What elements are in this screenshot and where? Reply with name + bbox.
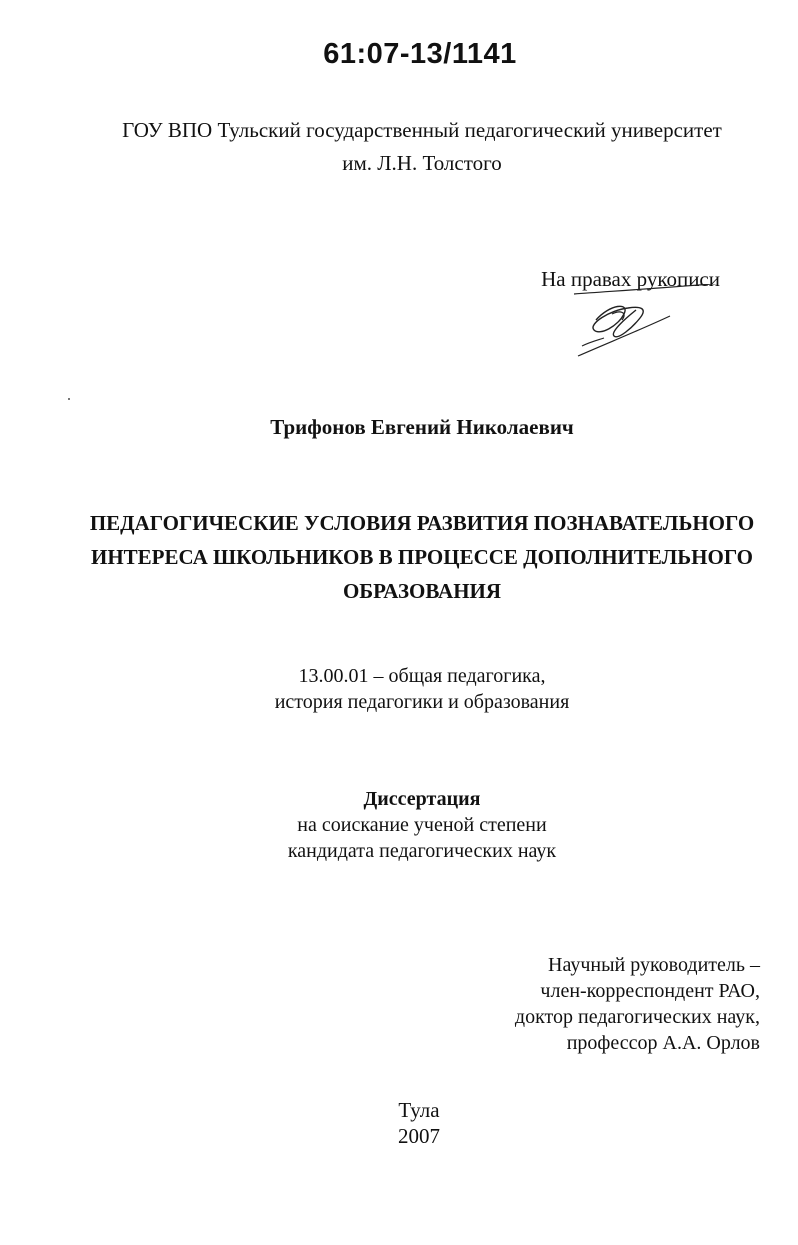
institution-line-1: ГОУ ВПО Тульский государственный педагогический университет [122, 118, 722, 142]
specialty-code [0, 663, 798, 715]
author-name: Трифонов Евгений Николаевич [270, 415, 574, 439]
place-and-year [0, 1097, 798, 1149]
city: Тула [398, 1098, 440, 1122]
supervisor-line: профессор А.А. Орлов [566, 1032, 760, 1054]
title-line: ИНТЕРЕСА ШКОЛЬНИКОВ В ПРОЦЕССЕ ДОПОЛНИТЕЛЬНОГО [91, 545, 753, 569]
degree-block [0, 786, 798, 864]
dissertation-title [0, 506, 798, 608]
manuscript-rights-note: На правах рукописи [541, 267, 720, 291]
institution-line-2: им. Л.Н. Толстого [342, 151, 502, 175]
supervisor-line: Научный руководитель – [548, 954, 760, 976]
degree-line-1: на соискание ученой степени [297, 814, 547, 836]
supervisor-line: доктор педагогических наук, [514, 1006, 760, 1028]
document-type: Диссертация [363, 788, 481, 810]
supervisor-line: член-корреспондент РАО, [540, 980, 760, 1002]
degree-line-2: кандидата педагогических наук [287, 840, 557, 862]
institution-name [0, 114, 798, 180]
scientific-supervisor [440, 952, 760, 1056]
specialty-line-2: история педагогики и образования [274, 691, 570, 713]
catalog-number: 61:07-13/1141 [323, 38, 517, 70]
year: 2007 [398, 1124, 440, 1148]
title-line: ОБРАЗОВАНИЯ [342, 579, 502, 603]
specialty-line-1: 13.00.01 – общая педагогика, [298, 665, 546, 687]
signature-icon [570, 284, 740, 364]
title-line: ПЕДАГОГИЧЕСКИЕ УСЛОВИЯ РАЗВИТИЯ ПОЗНАВАТЕЛЬНОГО [89, 511, 755, 535]
scan-artifact-dot [68, 398, 70, 400]
